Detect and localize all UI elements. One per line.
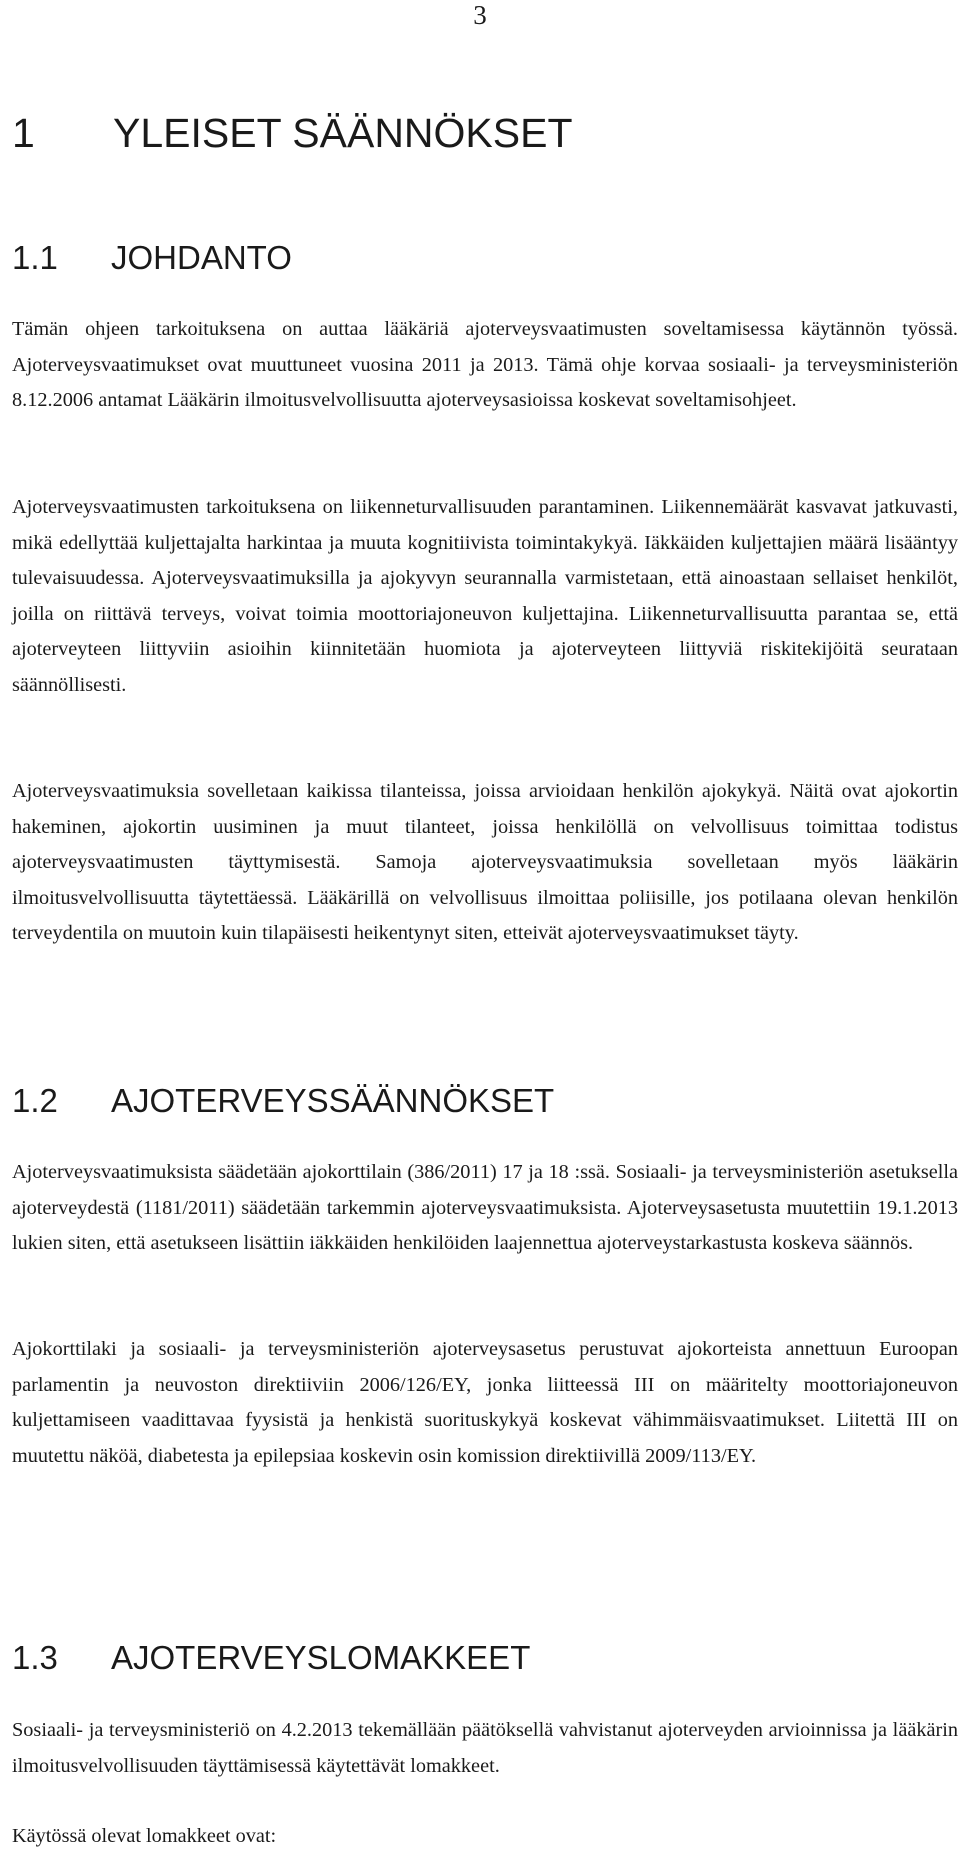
heading-section-1: [12, 109, 573, 157]
heading-title: AJOTERVEYSSÄÄNNÖKSET: [111, 1082, 555, 1119]
heading-section-1-2: [12, 1081, 554, 1121]
paragraph: Ajoterveysvaatimusten tarkoituksena on liikenneturvallisuuden parantaminen. Liikennemäärät kasvavat jatkuvasti, mikä edellyttää kuljettajalta harkintaa ja muuta kognitiivista toimintakykyä. Iäkkäiden kuljettajien määrä lisääntyy tulevaisuudessa. Ajoterveysvaatimuksilla ja ajokyvyn seurannalla varmistetaan, että ainoastaan sellaiset henkilöt, joilla on riittävä terveys, voivat toimia moottoriajoneuvon kuljettajina. Liikenneturvallisuutta parantaa se, että ajoterveyteen liittyviin asioihin kiinnitetään huomiota ja ajoterveyteen liittyviä riskitekijöitä seurataan säännöllisesti.: [12, 496, 958, 696]
heading-number: 1: [12, 110, 35, 156]
heading-number: 1.1: [12, 239, 58, 276]
paragraph: Sosiaali- ja terveysministeriö on 4.2.2013 tekemällään päätöksellä vahvistanut ajoterveyden arvioinnissa ja lääkärin ilmoitusvelvollisuuden täyttämisessä käytettävät lomakkeet.: [12, 1719, 958, 1777]
paragraph: Ajokorttilaki ja sosiaali- ja terveysministeriön ajoterveysasetus perustuvat ajokorteista annettuun Euroopan parlamentin ja neuvoston direktiiviin 2006/126/EY, jonka liitteessä III on määritelty moottoriajoneuvon kuljettamiseen vaadittavaa fyysistä ja henkistä suorituskykyä koskevat vähimmäisvaatimukset. Liitettä III on muutettu näköä, diabetesta ja epilepsiaa koskevin osin komission direktiivillä 2009/113/EY.: [12, 1338, 958, 1467]
page-number: 3: [473, 0, 487, 30]
heading-section-1-3: [12, 1638, 530, 1678]
paragraph: Ajoterveysvaatimuksista säädetään ajokorttilain (386/2011) 17 ja 18 :ssä. Sosiaali- ja terveysministeriön asetuksella ajoterveydestä (1181/2011) säädetään tarkemmin ajoterveysvaatimuksista. Ajoterveysasetusta muutettiin 19.1.2013 lukien siten, että asetukseen lisättiin iäkkäiden henkilöiden laajennettua ajoterveystarkastusta koskeva säännös.: [12, 1161, 958, 1255]
paragraph: Käytössä olevat lomakkeet ovat:: [12, 1825, 277, 1847]
heading-section-1-1: [12, 238, 292, 278]
paragraph: Ajoterveysvaatimuksia sovelletaan kaikissa tilanteissa, joissa arvioidaan henkilön ajokykyä. Näitä ovat ajokortin hakeminen, ajokortin uusiminen ja muut tilanteet, joissa henkilöllä on velvollisuus toimittaa todistus ajoterveysvaatimusten täyttymisestä. Samoja ajoterveysvaatimuksia sovelletaan myös lääkärin ilmoitusvelvollisuutta täytettäessä. Lääkärillä on velvollisuus ilmoittaa poliisille, jos potilaana olevan henkilön terveydentila on muutoin kuin tilapäisesti heikentynyt siten, etteivät ajoterveysvaatimukset täyty.: [12, 780, 958, 945]
heading-title: JOHDANTO: [111, 239, 292, 276]
heading-title: YLEISET SÄÄNNÖKSET: [113, 110, 573, 156]
heading-title: AJOTERVEYSLOMAKKEET: [111, 1639, 531, 1676]
paragraph: Tämän ohjeen tarkoituksena on auttaa lääkäriä ajoterveysvaatimusten soveltamisessa käytännön työssä. Ajoterveysvaatimukset ovat muuttuneet vuosina 2011 ja 2013. Tämä ohje korvaa sosiaali- ja terveysministeriön 8.12.2006 antamat Lääkärin ilmoitusvelvollisuutta ajoterveysasioissa koskevat soveltamisohjeet.: [12, 318, 958, 412]
heading-number: 1.2: [12, 1082, 58, 1119]
heading-number: 1.3: [12, 1639, 58, 1676]
